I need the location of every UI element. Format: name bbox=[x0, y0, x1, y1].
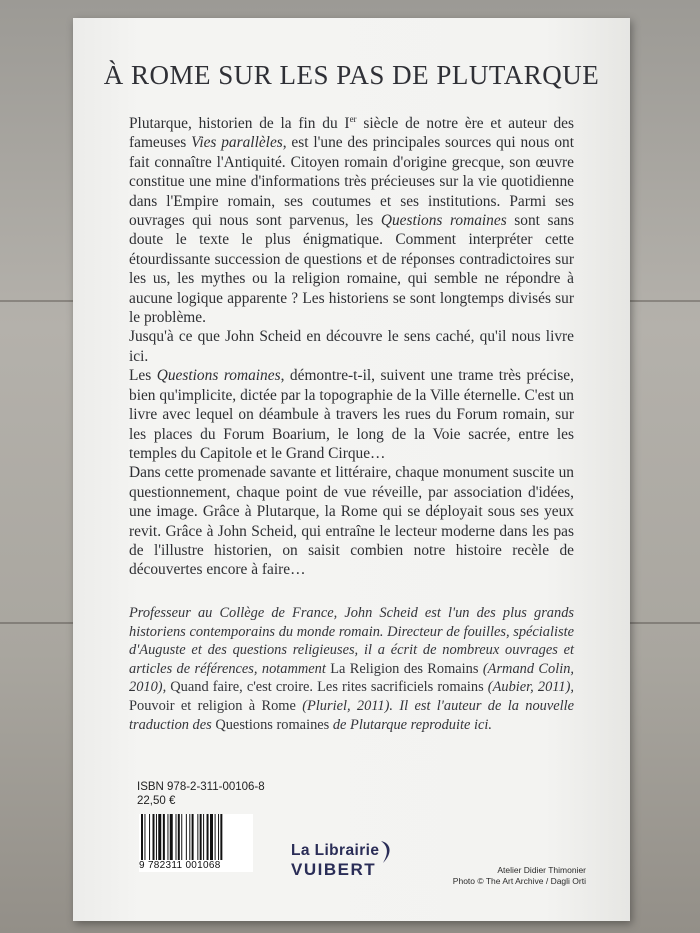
blurb-paragraph-2: Jusqu'à ce que John Scheid en découvre le sens caché, qu'il nous livre ici. bbox=[129, 328, 574, 365]
blurb-paragraph-1: Plutarque, historien de la fin du Ier siècle de notre ère et auteur des fameuses Vies parallèles, est l'une des principales sources qui nous ont fait connaître l'Antiquité. Citoyen romain d'origine grecque, son œuvre constitue une mine d'informations très précieuses sur la vie quotidienne dans l'Empire romain, ses coutumes et ses institutions. Parmi ses ouvrages qui nous sont parvenus, les Questions romaines sont sans doute le texte le plus énigmatique. Comment interpréter cette étourdissante succession de questions et de réponses contradictoires sur les us, les mythes ou la religion romaine, qui semble ne répondre à aucune logique apparente ? Les historiens se sont longtemps divisés sur le problème. bbox=[129, 113, 574, 327]
barcode-bar bbox=[170, 814, 173, 860]
barcode-bar bbox=[203, 814, 204, 860]
publisher-logo bbox=[291, 842, 401, 894]
book-back-cover bbox=[73, 18, 630, 921]
blurb-paragraph-3: Les Questions romaines, démontre-t-il, suivent une trame très précise, bien qu'implicite, dictée par la topographie de la Ville éternelle. C'est un livre avec lequel on déambule à travers les rues du Forum romain, sur les places du Forum Boarium, le long de la Voie sacrée, entre les temples du Capitole et le Grand Cirque… bbox=[129, 367, 574, 462]
barcode-bar bbox=[200, 814, 202, 860]
book-title: À ROME SUR LES PAS DE PLUTARQUE bbox=[103, 60, 600, 90]
barcode-bar bbox=[186, 814, 187, 860]
blurb-paragraph-4: Dans cette promenade savante et littéraire, chaque monument suscite un questionnement, chaque point de vue réveille, par association d'idées, une image. Grâce à Plutarque, la Rome qui se déployait sous ses yeux revit. Grâce à John Scheid, qui entraîne le lecteur moderne dans les pas de l'illustre historien, on saisit combien notre histoire recèle de découvertes encore à faire… bbox=[129, 464, 574, 579]
cover-credits bbox=[453, 865, 586, 887]
credits-line-1: Atelier Didier Thimonier bbox=[497, 865, 586, 875]
barcode-bar bbox=[215, 814, 216, 860]
barcode-bar bbox=[210, 814, 213, 860]
barcode-bar bbox=[156, 814, 157, 860]
author-bio: Professeur au Collège de France, John Scheid est l'un des plus grands historiens contemporains du monde romain. Directeur de fouilles, spécialiste d'Auguste et des questions religieuses, il a écrit de nombreux ouvrages et articles de références, notamment La Religion des Romains (Armand Colin, 2010), Quand faire, c'est croire. Les rites sacrificiels romains (Aubier, 2011), Pouvoir et religion à Rome (Pluriel, 2011). Il est l'auteur de la nouvelle traduction des Questions romaines de Plutarque reproduite ici. bbox=[129, 605, 575, 733]
barcode-bar bbox=[197, 814, 198, 860]
credits-line-2: Photo © The Art Archive / Dagli Orti bbox=[452, 876, 586, 886]
barcode-bar bbox=[181, 814, 182, 860]
barcode-digits: 9 782311 001068 bbox=[139, 860, 253, 871]
barcode-bar bbox=[178, 814, 180, 860]
barcode-bar bbox=[144, 814, 145, 860]
barcode-bar bbox=[192, 814, 194, 860]
price: 22,50 € bbox=[137, 795, 176, 807]
barcode-bar bbox=[189, 814, 190, 860]
barcode-bars bbox=[139, 814, 253, 860]
publisher-logo-line1: La Librairie bbox=[291, 842, 380, 859]
isbn: ISBN 978-2-311-00106-8 bbox=[137, 781, 265, 793]
barcode-bar bbox=[167, 814, 168, 860]
barcode-bar bbox=[149, 814, 150, 860]
barcode-bar bbox=[220, 814, 222, 860]
barcode-bar bbox=[218, 814, 219, 860]
swoosh-icon bbox=[377, 839, 395, 865]
isbn-price-block bbox=[137, 780, 265, 808]
blurb-text bbox=[129, 114, 574, 580]
barcode-bar bbox=[153, 814, 155, 860]
barcode-bar bbox=[163, 814, 165, 860]
barcode-bar bbox=[141, 814, 143, 860]
barcode-bar bbox=[176, 814, 177, 860]
publisher-logo-line2: VUIBERT bbox=[291, 860, 377, 879]
barcode-bar bbox=[207, 814, 209, 860]
barcode-bar bbox=[158, 814, 161, 860]
